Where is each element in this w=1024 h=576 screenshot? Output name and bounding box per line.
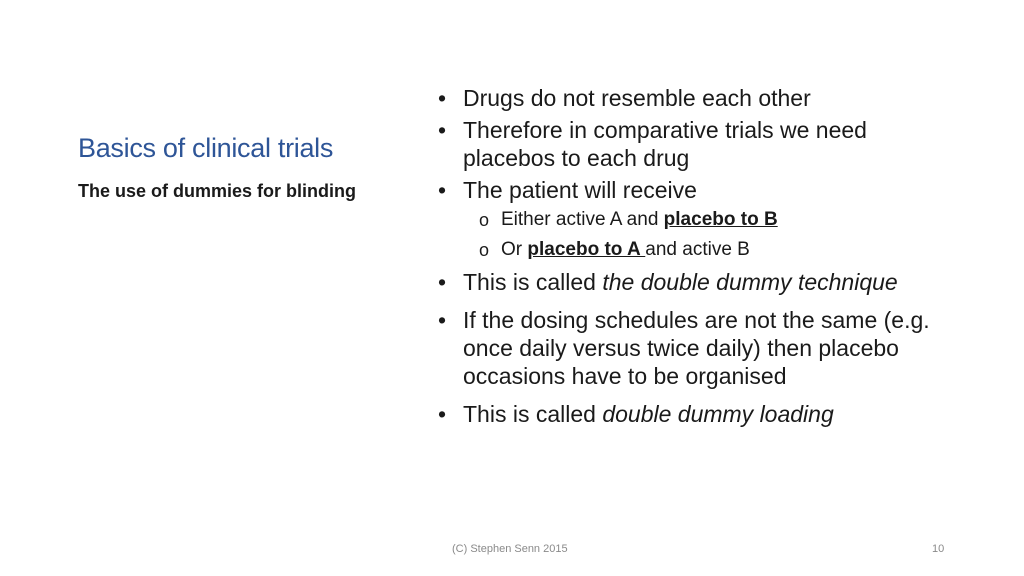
bullet-glyph: • — [438, 117, 447, 143]
sub-bullet-text: and active B — [645, 239, 750, 260]
bullet-item — [438, 116, 958, 172]
bullet-item — [438, 306, 958, 390]
sub-bullet-glyph: o — [479, 210, 490, 230]
bullet-text: The patient will receive — [463, 177, 697, 203]
bullet-text: Drugs do not resemble each other — [463, 85, 811, 111]
bullet-glyph: • — [438, 85, 447, 111]
bullet-text: If the dosing schedules are not the same (e.g. once daily versus twice daily) then placebo occasions have to be organised — [463, 307, 930, 389]
italic-term: the double dummy technique — [602, 269, 898, 295]
bullet-glyph: • — [438, 307, 447, 333]
footer-copyright: (C) Stephen Senn 2015 — [452, 543, 568, 555]
bullet-glyph: • — [438, 269, 447, 295]
bullet-list — [438, 84, 958, 438]
bullet-text: This is called — [463, 269, 603, 295]
page-number: 10 — [932, 543, 945, 555]
bullet-item — [438, 84, 958, 112]
sub-bullet-item — [479, 208, 958, 232]
emphasis-text: placebo to A — [527, 239, 646, 260]
bullet-item — [438, 268, 958, 296]
bullet-glyph: • — [438, 177, 447, 203]
sub-bullet-text: Either active A and — [501, 209, 664, 230]
bullet-item — [438, 400, 958, 428]
slide-title: Basics of clinical trials — [78, 133, 334, 163]
emphasis-text: placebo to B — [663, 209, 778, 230]
bullet-text: Therefore in comparative trials we need placebos to each drug — [463, 117, 867, 171]
italic-term: double dummy loading — [602, 401, 834, 427]
bullet-text: This is called — [463, 401, 603, 427]
sub-bullet-text: Or — [501, 239, 528, 260]
bullet-glyph: • — [438, 401, 447, 427]
sub-bullet-glyph: o — [479, 240, 490, 260]
bullet-item — [438, 176, 958, 204]
sub-bullet-item — [479, 238, 958, 262]
slide-subtitle: The use of dummies for blinding — [78, 181, 357, 201]
